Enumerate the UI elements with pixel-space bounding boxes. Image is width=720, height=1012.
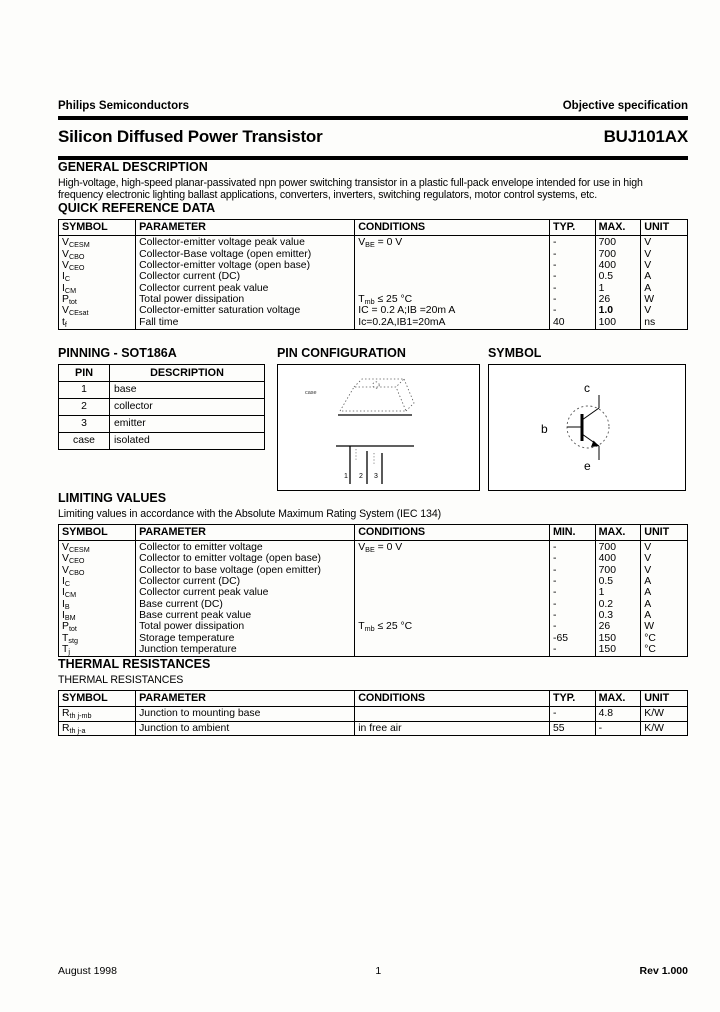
quick-reference-heading: QUICK REFERENCE DATA: [58, 201, 216, 216]
parameter-symbol: $V_{CBO}$: [62, 564, 85, 577]
symbol-base-label: b: [540, 421, 548, 436]
min-value: -65: [553, 632, 569, 644]
cell-description: emitter: [110, 415, 265, 432]
condition-value: $T_{mb} \le 25$ °C: [358, 621, 413, 634]
unit-value: V: [644, 260, 652, 272]
symbol-collector-label: c: [583, 380, 590, 395]
limiting-values-subheading: Limiting values in accordance with the Absolute Maximum Rating System (IEC 134): [58, 507, 442, 520]
cell-max: [595, 541, 641, 657]
pinning-heading: PINNING - SOT186A: [58, 345, 177, 360]
cell-typ: 55: [550, 721, 596, 735]
col-max: MAX.: [595, 524, 641, 540]
limiting-values-body: [59, 541, 688, 657]
footer-date: August 1998: [58, 965, 117, 977]
unit-value: A: [644, 598, 652, 610]
unit-value: °C: [644, 632, 656, 644]
general-description-text: High-voltage, high-speed planar-passivated npn power switching transistor in a plastic full-pack envelope intended for use in high frequency electronic lighting ballast applications, converters, inverters, switching regulators, motor control systems, etc.: [58, 177, 643, 201]
max-value: 1: [598, 587, 605, 599]
page-header: [58, 0, 688, 113]
col-pin: PIN: [59, 364, 110, 381]
col-symbol: SYMBOL: [59, 524, 136, 540]
cell-description: isolated: [110, 432, 265, 449]
min-value: -: [553, 564, 557, 576]
cell-parameter: [136, 236, 355, 329]
cell-unit: K/W: [641, 721, 688, 735]
max-value: 26: [598, 621, 611, 633]
quick-reference-table: [58, 219, 688, 330]
limiting-values-table: [58, 524, 688, 657]
parameter-symbol: $V_{CBO}$: [62, 248, 85, 261]
unit-value: A: [644, 576, 652, 588]
unit-value: V: [644, 564, 652, 576]
parameter-name: Collector to base voltage (open emitter): [139, 564, 322, 576]
parameter-symbol: $I_C$: [62, 271, 71, 284]
cell-description: base: [110, 381, 265, 398]
parameter-name: Collector current peak value: [139, 282, 269, 294]
parameter-symbol: $V_{CESM}$: [62, 542, 90, 555]
parameter-symbol: $I_{CM}$: [62, 587, 77, 600]
max-value: 1.0: [598, 305, 614, 317]
col-unit: UNIT: [641, 524, 688, 540]
symbol-heading: SYMBOL: [487, 345, 542, 360]
max-value: 700: [598, 564, 616, 576]
table-row: [59, 707, 688, 721]
parameter-name: Collector current (DC): [139, 271, 241, 283]
cell-parameter: Junction to mounting base: [136, 707, 355, 721]
pin-configuration-column: [277, 346, 482, 491]
parameter-name: Total power dissipation: [139, 293, 245, 305]
cell-description: collector: [110, 398, 265, 415]
parameter-name: Collector to emitter voltage (open base): [139, 553, 322, 565]
parameter-symbol: $I_B$: [62, 598, 70, 611]
cell-parameter: [136, 541, 355, 657]
company-name: Philips Semiconductors: [58, 100, 189, 112]
unit-value: W: [644, 293, 655, 305]
cell-pin: case: [59, 432, 110, 449]
symbol-column: [488, 346, 688, 491]
parameter-name: Storage temperature: [139, 632, 235, 644]
table-row: [59, 381, 265, 398]
page-footer: [58, 965, 688, 977]
parameter-name: Collector-Base voltage (open emitter): [139, 248, 312, 260]
condition-value: $T_{mb} \le 25$ °C: [358, 293, 413, 306]
max-value: 0.3: [598, 609, 614, 621]
parameter-symbol: $I_{BM}$: [62, 609, 76, 622]
parameter-symbol: $P_{tot}$: [62, 621, 77, 634]
min-value: -: [553, 621, 557, 633]
table-header-row: [59, 691, 688, 707]
pinning-column: [58, 346, 271, 491]
symbol-emitter-label: e: [583, 458, 591, 473]
parameter-name: Collector current (DC): [139, 576, 241, 588]
cell-conditions: [355, 541, 550, 657]
general-description-heading: GENERAL DESCRIPTION: [58, 160, 208, 174]
unit-value: V: [644, 237, 652, 249]
col-max: MAX.: [595, 691, 641, 707]
cell-conditions: in free air: [355, 721, 550, 735]
max-value: 700: [598, 237, 616, 249]
typ-value: 40: [553, 316, 565, 328]
parameter-name: Total power dissipation: [139, 621, 245, 633]
parameter-symbol: $R_{th j-a}$: [62, 722, 86, 735]
table-row: [59, 432, 265, 449]
typ-value: -: [553, 271, 557, 283]
parameter-name: Base current peak value: [139, 609, 252, 621]
parameter-symbol: $V_{CEO}$: [62, 260, 85, 273]
unit-value: ns: [644, 316, 656, 328]
cell-symbol: [59, 707, 136, 721]
table-row: [59, 236, 688, 329]
pinning-table: [58, 364, 265, 450]
cell-unit: [641, 541, 688, 657]
lead-label-1: 1: [343, 472, 348, 480]
table-row: [59, 541, 688, 657]
col-unit: UNIT: [641, 691, 688, 707]
max-value: 700: [598, 248, 616, 260]
cell-unit: K/W: [641, 707, 688, 721]
unit-value: A: [644, 282, 652, 294]
col-parameter: PARAMETER: [136, 524, 355, 540]
max-value: 400: [598, 260, 616, 272]
cell-typ: -: [550, 707, 596, 721]
parameter-symbol: $I_{CM}$: [62, 282, 77, 295]
cell-pin: 1: [59, 381, 110, 398]
condition-value: $V_{BE} = 0$ V: [358, 542, 403, 555]
unit-value: °C: [644, 643, 656, 655]
col-typ: TYP.: [550, 220, 596, 236]
table-row: [59, 415, 265, 432]
max-value: 26: [598, 293, 611, 305]
parameter-name: Collector-emitter voltage peak value: [139, 237, 305, 249]
col-conditions: CONDITIONS: [355, 524, 550, 540]
parameter-name: Base current (DC): [139, 598, 223, 610]
cell-parameter: Junction to ambient: [136, 721, 355, 735]
col-description: DESCRIPTION: [110, 364, 265, 381]
typ-value: -: [553, 305, 557, 317]
parameter-name: Collector to emitter voltage: [139, 542, 263, 554]
max-value: 150: [598, 632, 616, 644]
page-content: [58, 0, 688, 736]
parameter-symbol: $t_f$: [62, 316, 67, 329]
max-value: 400: [598, 553, 616, 565]
package-outline-drawing: [278, 365, 479, 490]
unit-value: A: [644, 271, 652, 283]
unit-value: V: [644, 248, 652, 260]
cell-pin: 2: [59, 398, 110, 415]
max-value: 0.5: [598, 271, 614, 283]
thermal-resistances-heading: THERMAL RESISTANCES: [58, 657, 211, 672]
cell-min: [550, 541, 596, 657]
cell-max: [595, 236, 641, 329]
col-parameter: PARAMETER: [136, 220, 355, 236]
parameter-name: Fall time: [139, 316, 179, 328]
cell-symbol: [59, 236, 136, 329]
cell-pin: 3: [59, 415, 110, 432]
pin-configuration-heading: PIN CONFIGURATION: [276, 345, 406, 360]
typ-value: -: [553, 293, 557, 305]
footer-revision: Rev 1.000: [639, 965, 688, 977]
cell-symbol: [59, 721, 136, 735]
max-value: 700: [598, 542, 616, 554]
parameter-symbol: $I_C$: [62, 576, 71, 589]
unit-value: W: [644, 621, 655, 633]
cell-conditions: [355, 707, 550, 721]
parameter-symbol: $R_{th j-mb}$: [62, 708, 92, 721]
typ-value: -: [553, 260, 557, 272]
lead-label-2: 2: [358, 472, 363, 480]
table-header-row: [59, 524, 688, 540]
part-number: BUJ101AX: [603, 127, 688, 146]
col-unit: UNIT: [641, 220, 688, 236]
parameter-name: Collector-emitter voltage (open base): [139, 260, 311, 272]
col-typ: TYP.: [550, 691, 596, 707]
min-value: -: [553, 576, 557, 588]
min-value: -: [553, 643, 557, 655]
thermal-resistances-subheading: THERMAL RESISTANCES: [58, 674, 184, 687]
pinning-section: [58, 346, 688, 491]
table-row: [59, 721, 688, 735]
limiting-values-heading: LIMITING VALUES: [58, 490, 167, 505]
col-min: MIN.: [550, 524, 596, 540]
quick-reference-body: [59, 236, 688, 329]
col-parameter: PARAMETER: [136, 691, 355, 707]
max-value: 0.2: [598, 598, 614, 610]
unit-value: A: [644, 609, 652, 621]
min-value: -: [553, 542, 557, 554]
condition-value: $V_{BE} = 0$ V: [358, 237, 403, 250]
parameter-name: Collector current peak value: [139, 587, 269, 599]
col-symbol: SYMBOL: [59, 691, 136, 707]
page-title: Silicon Diffused Power Transistor: [58, 127, 323, 146]
max-value: 0.5: [598, 576, 614, 588]
condition-value: IC = 0.2 A;IB =20m A: [358, 305, 456, 317]
table-row: [59, 398, 265, 415]
lead-label-3: 3: [373, 472, 378, 480]
min-value: -: [553, 553, 557, 565]
table-header-row: [59, 364, 265, 381]
title-bar: [58, 120, 688, 153]
parameter-symbol: $V_{CEO}$: [62, 553, 85, 566]
condition-value: Ic=0.2A,IB1=20mA: [358, 316, 446, 328]
unit-value: V: [644, 542, 652, 554]
pinning-body: [59, 381, 265, 449]
cell-max: -: [595, 721, 641, 735]
min-value: -: [553, 609, 557, 621]
unit-value: A: [644, 587, 652, 599]
parameter-symbol: $T_j$: [62, 643, 70, 656]
spec-type: Objective specification: [562, 100, 688, 112]
table-header-row: [59, 220, 688, 236]
cell-typ: [550, 236, 596, 329]
cell-unit: [641, 236, 688, 329]
min-value: -: [553, 587, 557, 599]
parameter-name: Junction temperature: [139, 643, 237, 655]
cell-symbol: [59, 541, 136, 657]
max-value: 150: [598, 643, 616, 655]
symbol-box: [488, 364, 686, 491]
parameter-symbol: $T_{stg}$: [62, 632, 78, 645]
typ-value: -: [553, 248, 557, 260]
col-max: MAX.: [595, 220, 641, 236]
typ-value: -: [553, 237, 557, 249]
cell-max: 4.8: [595, 707, 641, 721]
min-value: -: [553, 598, 557, 610]
parameter-symbol: $P_{tot}$: [62, 293, 77, 306]
unit-value: V: [644, 553, 652, 565]
col-symbol: SYMBOL: [59, 220, 136, 236]
case-label: case: [304, 389, 317, 396]
pin-configuration-box: [277, 364, 480, 491]
max-value: 1: [598, 282, 605, 294]
thermal-resistances-table: [58, 690, 688, 736]
parameter-symbol: $V_{CESM}$: [62, 237, 90, 250]
cell-conditions: [355, 236, 550, 329]
footer-page-number: 1: [375, 965, 382, 977]
parameter-name: Collector-emitter saturation voltage: [139, 305, 301, 317]
col-conditions: CONDITIONS: [355, 691, 550, 707]
parameter-symbol: $V_{CEsat}$: [62, 305, 89, 318]
col-conditions: CONDITIONS: [355, 220, 550, 236]
thermal-resistances-body: [59, 707, 688, 736]
typ-value: -: [553, 282, 557, 294]
unit-value: V: [644, 305, 652, 317]
max-value: 100: [598, 316, 616, 328]
